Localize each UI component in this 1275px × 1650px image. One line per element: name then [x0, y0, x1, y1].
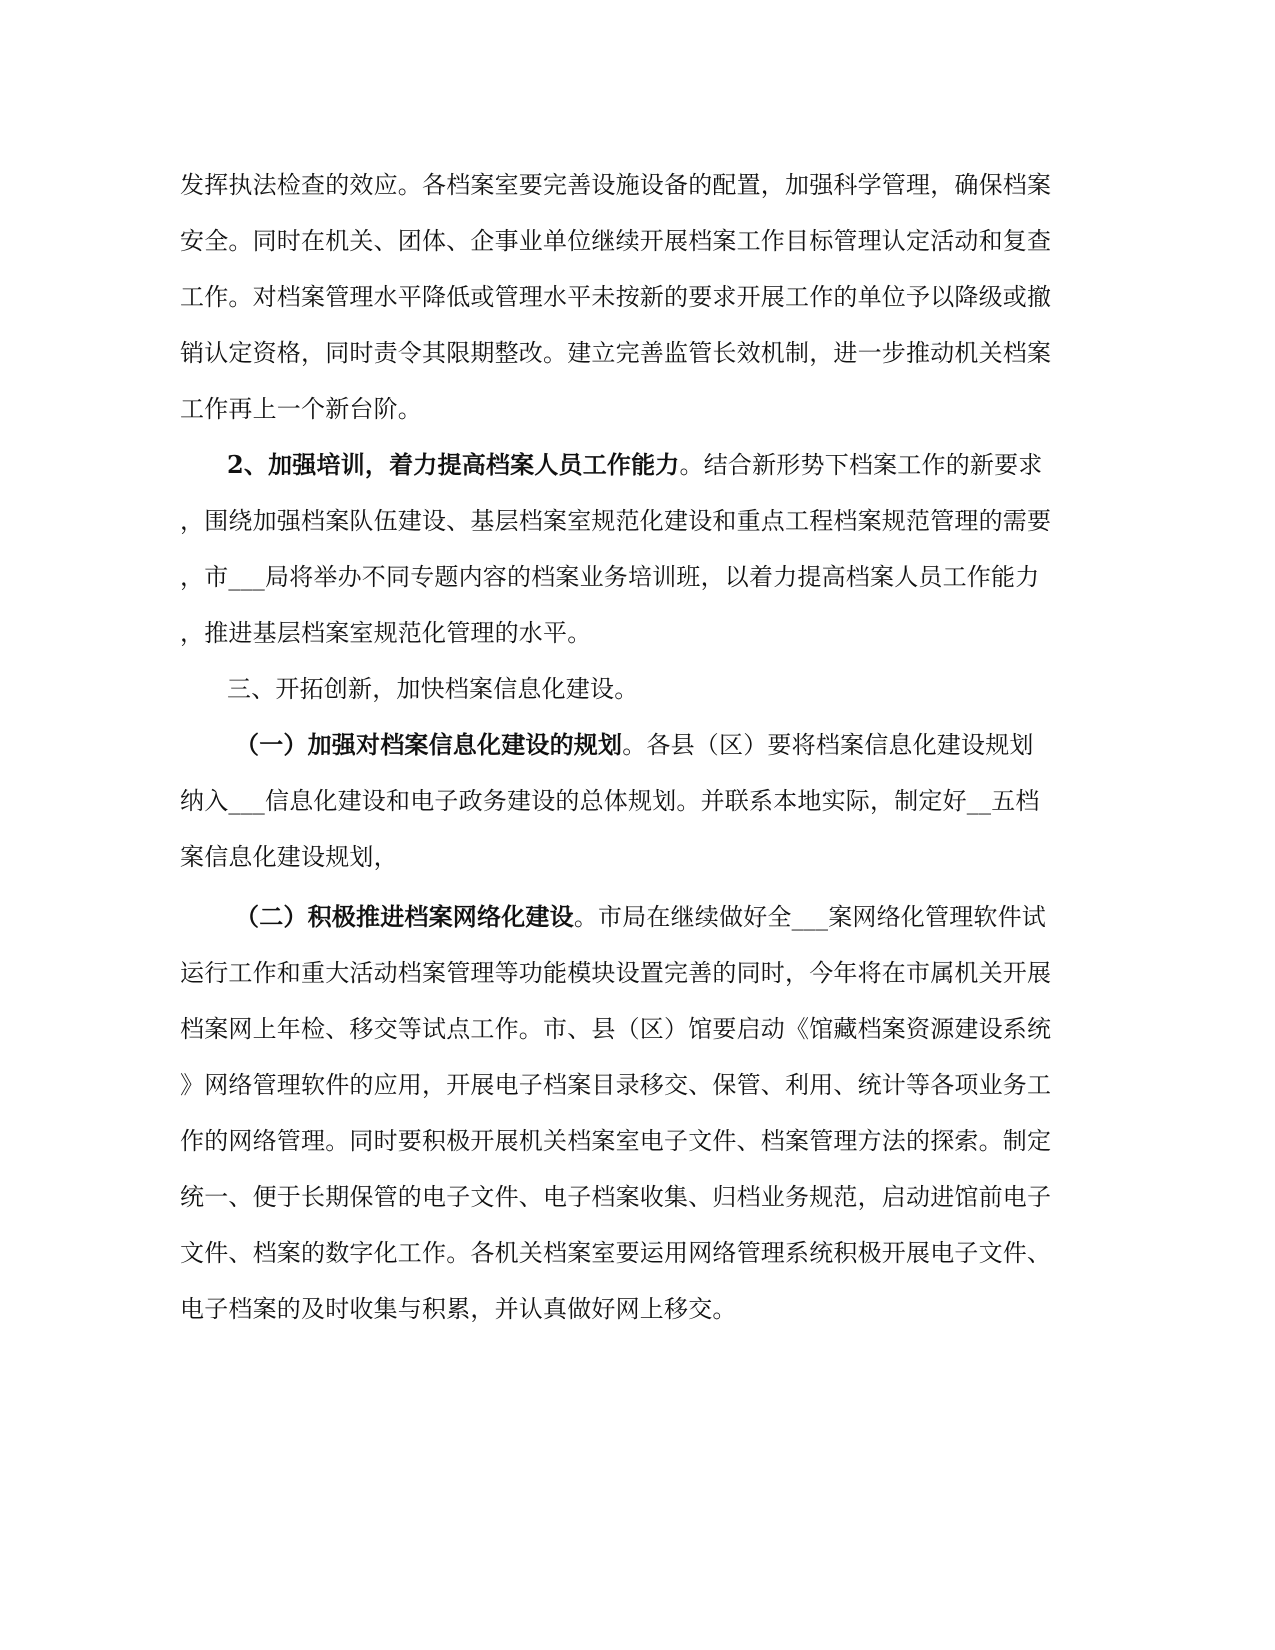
sub1-line [235, 725, 1080, 765]
body-line: 工作。对档案管理水平降低或管理水平未按新的要求开展工作的单位予以降级或撤 [180, 283, 1052, 311]
body-line: ，围绕加强档案队伍建设、基层档案室规范化建设和重点工程档案规范管理的需要 [180, 507, 1052, 535]
body-line: 电子档案的及时收集与积累，并认真做好网上移交。 [180, 1295, 737, 1323]
item2-heading: 2、加强培训，着力提高档案人员工作能力 [227, 450, 680, 479]
body-line: 发挥执法检查的效应。各档案室要完善设施设备的配置，加强科学管理，确保档案 [180, 171, 1052, 199]
body-line: 纳入___信息化建设和电子政务建设的总体规划。并联系本地实际，制定好__五档 [180, 787, 1040, 815]
item2-line [227, 445, 1080, 485]
body-line: 安全。同时在机关、团体、企事业单位继续开展档案工作目标管理认定活动和复查 [180, 227, 1052, 255]
body-line: 运行工作和重大活动档案管理等功能模块设置完善的同时，今年将在市属机关开展 [180, 959, 1052, 987]
body-line: 档案网上年检、移交等试点工作。市、县（区）馆要启动《馆藏档案资源建设系统 [180, 1015, 1052, 1043]
body-line: 文件、档案的数字化工作。各机关档案室要运用网络管理系统积极开展电子文件、 [180, 1239, 1052, 1267]
body-line: 》网络管理软件的应用，开展电子档案目录移交、保管、利用、统计等各项业务工 [180, 1071, 1052, 1099]
sub2-text: 。市局在继续做好全___案网络化管理软件试 [573, 903, 1047, 931]
body-line: 作的网络管理。同时要积极开展机关档案室电子文件、档案管理方法的探索。制定 [180, 1127, 1052, 1155]
sub1-heading: （一）加强对档案信息化建设的规划 [235, 730, 623, 759]
body-line: 销认定资格，同时责令其限期整改。建立完善监管长效机制，进一步推动机关档案 [180, 339, 1052, 367]
sub2-heading: （二）积极推进档案网络化建设 [235, 902, 574, 931]
body-line: 工作再上一个新台阶。 [180, 395, 422, 423]
body-line: ，推进基层档案室规范化管理的水平。 [180, 619, 592, 647]
body-line: ，市___局将举办不同专题内容的档案业务培训班，以着力提高档案人员工作能力 [180, 563, 1040, 591]
body-line: 案信息化建设规划， [180, 843, 398, 871]
body-line: 统一、便于长期保管的电子文件、电子档案收集、归档业务规范，启动进馆前电子 [180, 1183, 1052, 1211]
section-heading-3: 三、开拓创新，加快档案信息化建设。 [227, 675, 639, 703]
item2-text: 。结合新形势下档案工作的新要求 [679, 451, 1043, 479]
sub1-text: 。各县（区）要将档案信息化建设规划 [622, 731, 1034, 759]
sub2-line [235, 897, 1080, 937]
